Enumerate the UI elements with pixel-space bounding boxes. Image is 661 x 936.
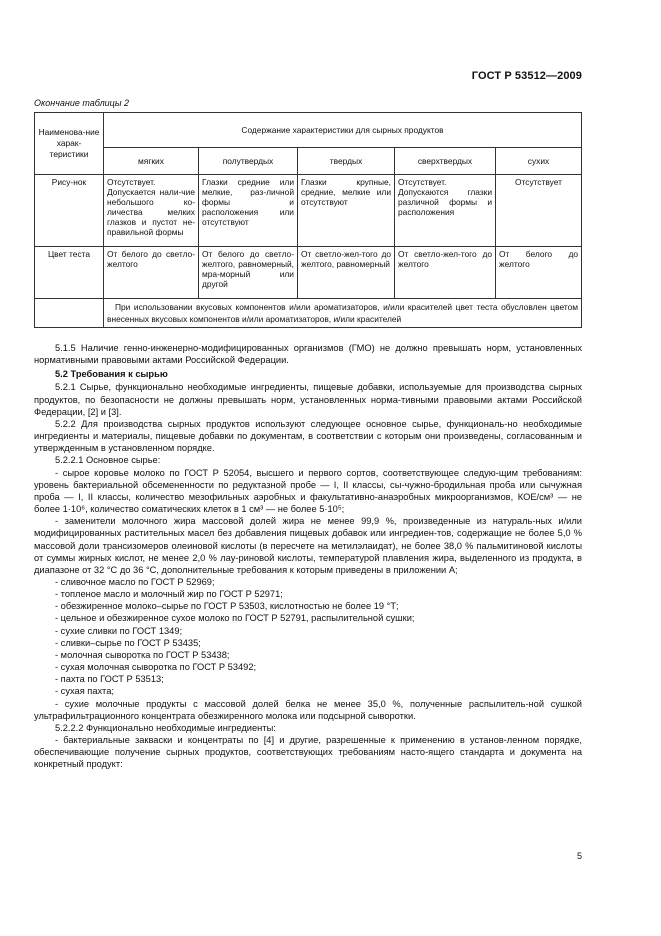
paragraph: - бактериальные закваски и концентраты по [4] и другие, разрешенные к применению в установ-ленном порядке, обеспечивающие получение сырных продуктов, соответствующих требованиям насто-ящего стандарта и документа на конкретный продукт: xyxy=(34,735,582,770)
col-header-content: Содержание характеристики для сырных продуктов xyxy=(104,113,582,148)
col-header-name: Наименова-ние харак-теристики xyxy=(35,113,104,175)
cell-pattern-extrahard: Отсутствует. Допускаются глазки различной формы и расположения xyxy=(395,175,496,247)
cell-pattern-hard: Глазки крупные, средние, мелкие или отсутствуют xyxy=(298,175,395,247)
list-item: - обезжиренное молоко–сырье по ГОСТ Р 53503, кислотностью не более 19 °Т; xyxy=(55,601,399,612)
paragraph: 5.1.5 Наличие генно-инженерно-модифицированных организмов (ГМО) не должно превышать норм, установленных нормативными правовыми актами Российской Федерации. xyxy=(34,343,582,366)
list-item: - сливки–сырье по ГОСТ Р 53435; xyxy=(55,637,201,648)
list-item: - топленое масло и молочный жир по ГОСТ Р 52971; xyxy=(55,589,283,600)
table-row xyxy=(35,247,582,299)
paragraph: 5.2.2.1 Основное сырье: xyxy=(55,455,161,466)
cell-color-dry: От белого до желтого xyxy=(496,247,582,299)
cell-color-semihard: От белого до светло-желтого, равномерный, мра-морный или другой xyxy=(199,247,298,299)
paragraph: 5.2.2.2 Функционально необходимые ингредиенты: xyxy=(55,722,276,733)
subcol-hard: твердых xyxy=(298,148,395,175)
table-header-row xyxy=(35,113,582,148)
subcol-semihard: полутвердых xyxy=(199,148,298,175)
section-heading: 5.2 Требования к сырью xyxy=(55,369,168,380)
table-note-row xyxy=(35,299,582,328)
note-empty-cell xyxy=(35,299,104,328)
table-caption: Окончание таблицы 2 xyxy=(34,98,129,108)
cell-pattern-semihard: Глазки средние или мелкие, раз-личной формы и расположения или отсутствуют xyxy=(199,175,298,247)
table-note: При использовании вкусовых компонентов и/или ароматизаторов, и/или красителей цвет теста обусловлен цветом внесенных вкусовых компонентов и/или ароматизаторов, и/или красителей xyxy=(104,299,582,328)
list-item: - сухая пахта; xyxy=(55,686,114,697)
list-item: - сухие сливки по ГОСТ 1349; xyxy=(55,625,183,636)
list-item: - пахта по ГОСТ Р 53513; xyxy=(55,674,164,685)
paragraph: 5.2.1 Сырье, функционально необходимые ингредиенты, пищевые добавки, используемые для производства сырных продуктов, по безопасности не должны превышать норм, установленных норма-тивными правовыми актами Российской Федерации, [2] и [3]. xyxy=(34,382,582,417)
paragraph: - сырое коровье молоко по ГОСТ Р 52054, высшего и первого сортов, соответствующее следую-щим требованиям: уровень бактериальной обсемененности по редуктазной пробе — I, II классы, сы-чужно-бродильная проба или сычужная проба — I, II классы, количество мезофильных аэробных и факультативно-анаэробных микроорганизмов, КОЕ/см³ — не более 1·10⁶, количество соматических клеток в 1 см³ — не более 5·10⁵; xyxy=(34,467,582,515)
list-item: - цельное и обезжиренное сухое молоко по ГОСТ Р 52791, распылительной сушки; xyxy=(55,613,415,624)
list-item: - сливочное масло по ГОСТ Р 52969; xyxy=(55,576,215,587)
characteristics-table xyxy=(34,112,582,328)
page-number: 5 xyxy=(576,851,582,861)
table-subheader-row xyxy=(35,148,582,175)
cell-color-soft: От белого до светло-желтого xyxy=(104,247,199,299)
paragraph: - заменители молочного жира массовой долей жира не менее 99,9 %, произведенные из натураль-ных и/или модифицированных растительных масел без добавления пищевых добавок или ингредиен-тов, содержащие не более 5,0 % массовой доли трансизомеров олеиновой кислоты (в пересчете на метилэлаидат), не более 38,0 % пальмитиновой кислоты от суммы жирных кислот, не менее 2,0 % лау-риновой кислоты, температурой плавления жира, выделенного из продукта, в диапазоне от 32 °С до 36 °С, дополнительные требования к которым приведены в приложении А; xyxy=(34,516,582,575)
table-row xyxy=(35,175,582,247)
row-name-color: Цвет теста xyxy=(35,247,104,299)
subcol-dry: сухих xyxy=(496,148,582,175)
document-code: ГОСТ Р 53512—2009 xyxy=(471,70,582,82)
cell-pattern-soft: Отсутствует. Допускается нали-чие небольшого ко-личества мелких глазков и пустот не-правильной формы xyxy=(104,175,199,247)
list-item: - сухая молочная сыворотка по ГОСТ Р 53492; xyxy=(55,662,257,673)
paragraph: - сухие молочные продукты с массовой долей белка не менее 35,0 %, полученные распылитель-ной сушкой ультрафильтрационного концентрата обезжиренного молока или подсырной сыворотки. xyxy=(34,698,582,721)
subcol-soft: мягких xyxy=(104,148,199,175)
subcol-extrahard: сверхтвердых xyxy=(395,148,496,175)
paragraph: 5.2.2 Для производства сырных продуктов используют следующее основное сырье, функциональ-но необходимые ингредиенты и материалы, пищевые добавки по документам, в соответствии с которым они произведены, согласованным и утвержденным в установленном порядке. xyxy=(34,418,582,454)
list-item: - молочная сыворотка по ГОСТ Р 53438; xyxy=(55,649,230,660)
cell-color-hard: От светло-жел-того до желтого, равномерный xyxy=(298,247,395,299)
cell-pattern-dry: Отсутствует xyxy=(496,175,582,247)
row-name-pattern: Рису-нок xyxy=(35,175,104,247)
cell-color-extrahard: От светло-жел-того до желтого xyxy=(395,247,496,299)
document-body xyxy=(34,342,582,770)
